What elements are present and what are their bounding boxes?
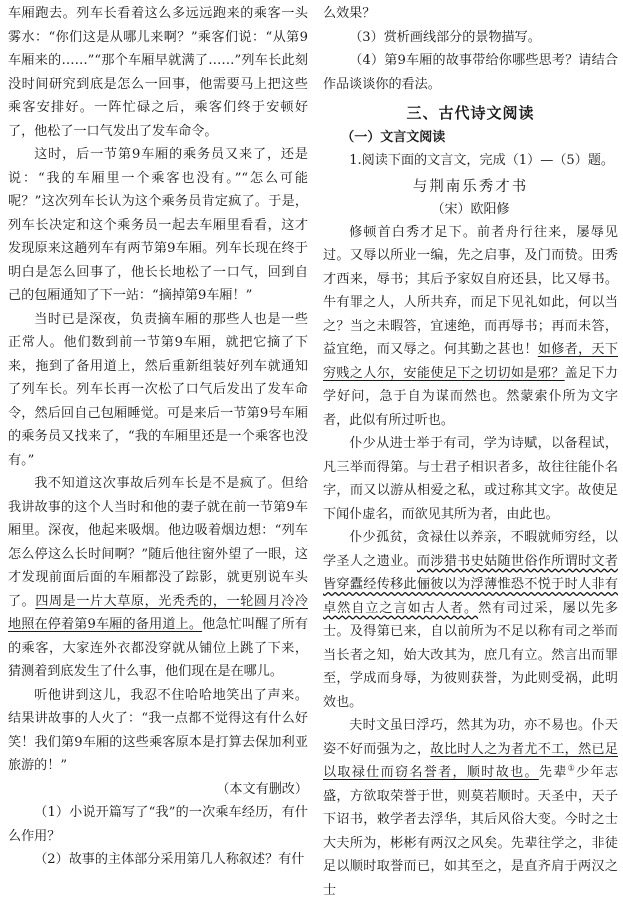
classical-paragraph-2: 仆少从进士举于有司，学为诗赋，以备程试，凡三举而得第。与士君子相识者多，故往往能仆名字，而又以游从相爱之私，或过称其文字。故使足下闻仆虚名，而欲见其所为者，由此也。 [323, 436, 618, 522]
classical-paragraph-1-end: 盖足下力学好问，急于自为谋而然也。然蒙索仆所为文字者，此似有所过听也。 [323, 365, 619, 428]
question-2: （2）故事的主体部分采用第几人称叙述？有什 [34, 852, 305, 867]
story-paragraph-4 [8, 472, 308, 684]
classical-paragraph-3-end: 然有司过采，屡以先多士。及得第已来，自以前所为不足以称有司之举而当长者之知，始大改其为，庶几有立。然言出而罪至，学成而身辱，为彼则获誉，为此则受祸，此明效也。 [323, 600, 619, 710]
story-paragraph-2: 这时，后一节第9车厢的乘务员又来了，还是说：“我的车厢里一个乘客也没有。”“怎么可能呢？”这次列车长认为这个乘务员肯定疯了。于是，列车长决定和这个乘务员一起去车厢里看看，这才发现原来这趟列车有两节第9车厢。列车长现在终于明白是怎么回事了，他长长地松了一口气，回到自己的包厢通知了下一站：“摘掉第9车厢！” [8, 147, 308, 303]
question-3: （3）赏析画线部分的景物描写。 [349, 29, 541, 45]
classical-paragraph-3-start: 仆少孤贫，贪禄仕以养亲，不暇就师穷经，以学圣人之遗业。 [323, 530, 618, 569]
story-paragraph-4-start: 我不知道这次事故后列车长是不是疯了。但给我讲故事的这个人当时和他的妻子就在前一节第9车厢里。深夜，他起来吸烟。他边吸着烟边想：“列车怎么停这么长时间啊？”随后他往窗外望了一眼，这才发现前面后面的车厢都没了踪影，就更别说车头了。 [8, 476, 308, 609]
question-1: （1）小说开篇写了“我”的一次乘车经历，有什么作用？ [8, 805, 308, 844]
classical-paragraph-4 [323, 714, 618, 902]
left-column [8, 2, 308, 872]
column-divider [314, 0, 315, 870]
story-paragraph-3: 当时已是深夜，负责摘车厢的那些人也是一些正常人。他们数到前一节第9车厢，就把它摘了下来，拖到了备用道上，然后重新组装好列车就通知了列车长。列车长再一次松了口气后发出了发车命令，然后回自己包厢睡觉。可是来后一节第9号车厢的乘务员又找来了，“我的车厢里还是一个乘客也没有。” [8, 311, 308, 468]
underlined-sentence-1: 如修者，天下穷贱之人尔，安能使足下之切切如是邪？ [323, 342, 619, 381]
subsection-heading: （一）文言文阅读 [341, 130, 446, 145]
story-paragraph-4-end: 他急忙叫醒了所有的乘客，大家连外衣都没穿就从铺位上跳了下来，猜测着到底发生了什么事，他们现在是在哪儿。 [8, 617, 308, 679]
story-paragraph-5: 听他讲到这儿，我忍不住哈哈地笑出了声来。结果讲故事的人火了：“我一点都不觉得这有什么好笑！我们第9车厢的这些乘客原本是打算去保加利亚旅游的！” [8, 687, 308, 773]
footnote-marker: ① [567, 763, 577, 773]
question-4: （4）第9车厢的故事带给你哪些思考？请结合作品谈谈你的看法。 [323, 53, 618, 92]
classical-text-author: （宋）欧阳修 [431, 201, 510, 217]
story-paragraph-1: 车厢跑去。列车长看着这么多远远跑来的乘客一头雾水：“你们这是从哪儿来啊？”乘客们说：“从第9车厢来的……”“那个车厢早就满了……”列车长此刻没时间研究到底是怎么一回事，他需要马上把这些乘客安排好。一阵忙碌之后，乘客们终于安顿好了，他松了一口气发出了发车命令。 [8, 6, 308, 139]
question-2-continued: 么效果？ [323, 6, 376, 21]
classical-paragraph-4-start: 夫时文虽曰浮巧，然其为功，亦不易也。仆天姿不好而强为之， [323, 718, 618, 757]
wavy-underlined-passage: 而涉猎书史姑随世俗作所谓时文者皆穿蠹经传移此俪彼以为浮薄惟恐不悦于时人非有卓然自立之言如古人者。 [323, 553, 618, 616]
section-heading: 三、古代诗文阅读 [406, 104, 535, 122]
classical-paragraph-4-term: 先辈 [538, 765, 568, 780]
reading-instruction: 1.阅读下面的文言文，完成（1）—（5）题。 [349, 153, 615, 168]
right-column [323, 2, 618, 902]
classical-paragraph-3 [323, 526, 618, 714]
classical-paragraph-4-end: 少年志盛，方欲取荣誉于世，则莫若顺时。天圣中，天子下诏书，敕学者去浮华，其后风俗大变。今时之士大夫所为，彬彬有两汉之风矣。先辈往学之，非徒足以顺时取誉而已，如其至之，是直齐肩于两汉之士 [323, 765, 619, 898]
abridged-note: （本文有删改） [216, 781, 308, 797]
underlined-sentence-2: 故比时人之为者尤不工，然已足以取禄仕而窃名誉者，顺时故也。 [323, 741, 619, 780]
classical-text-title: 与荆南乐秀才书 [412, 178, 529, 195]
classical-paragraph-1-start: 修顿首白秀才足下。前者舟行往来，屡辱见过。又辱以所业一编，先之启事，及门而贽。田秀才西来，辱书；其后予家奴自府还县，比又辱书。牛有罪之人，人所共弃，而足下见礼如此，何以当之？当之未暇答，宜速绝，而再辱书；再而未答，益宜绝，而又辱之。何其勤之甚也！ [323, 224, 618, 357]
underlined-scenery-passage: 四周是一片大草原，光秃秃的，一轮圆月冷冷地照在停着第9车厢的备用道上。 [8, 593, 309, 632]
classical-paragraph-1 [323, 221, 618, 433]
